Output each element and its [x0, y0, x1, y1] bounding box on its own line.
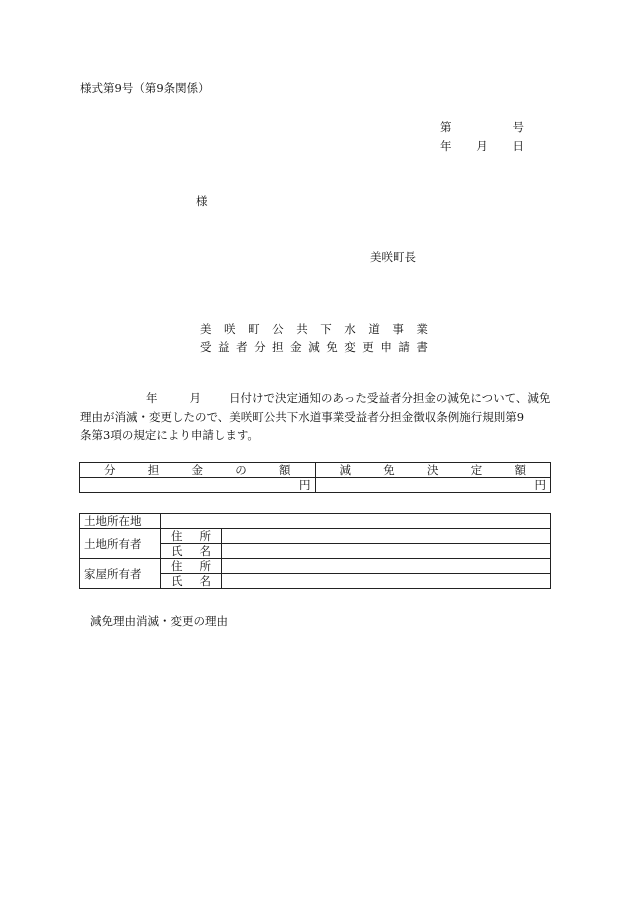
house-owner-label: 家屋所有者	[80, 559, 161, 589]
title-char: 担	[272, 340, 284, 354]
date-day: 日	[512, 139, 524, 153]
land-owner-label: 土地所有者	[80, 529, 161, 559]
title-char: 変	[344, 340, 356, 354]
body-line-1	[80, 389, 552, 408]
date-month: 月	[476, 139, 488, 153]
header-char: 減	[339, 463, 351, 477]
title-char: 下	[320, 322, 332, 336]
name-label	[161, 574, 222, 589]
header-char: の	[235, 463, 247, 477]
header-char: 額	[279, 463, 291, 477]
label-char: 所	[199, 529, 211, 543]
land-owner-address-row	[80, 529, 551, 544]
share-amount-field[interactable]	[80, 478, 316, 493]
name-label	[161, 544, 222, 559]
yen-unit: 円	[299, 478, 311, 492]
title-char: 公	[272, 322, 284, 336]
title-char: 共	[296, 322, 308, 336]
title-char: 免	[326, 340, 338, 354]
header-char: 決	[427, 463, 439, 477]
amount-table	[79, 462, 551, 493]
body-line-3: 条第3項の規定により申請します。	[80, 428, 259, 442]
title-char: 咲	[224, 322, 236, 336]
header-char: 額	[514, 463, 526, 477]
title-char: 道	[368, 322, 380, 336]
title-char: 美	[200, 322, 212, 336]
date-year: 年	[440, 139, 452, 153]
title-char: 金	[290, 340, 302, 354]
property-table	[79, 513, 551, 589]
land-location-label: 土地所在地	[80, 514, 161, 529]
title-char: 者	[236, 340, 248, 354]
label-char: 住	[171, 559, 183, 573]
document-number-line	[440, 119, 524, 135]
doc-no-suffix: 号	[512, 120, 524, 134]
title-char: 業	[416, 322, 428, 336]
body-line-2: 理由が消滅・変更したので、美咲町公共下水道事業受益者分担金徴収条例施行規則第9	[80, 409, 525, 424]
doc-no-prefix: 第	[440, 120, 452, 134]
title-char: 申	[380, 340, 392, 354]
body-month: 月	[189, 391, 201, 405]
title-char: 受	[200, 340, 212, 354]
title-char: 分	[254, 340, 266, 354]
label-char: 氏	[171, 544, 183, 558]
label-char: 所	[199, 559, 211, 573]
amount-table-header-row	[80, 463, 551, 478]
title-char: 減	[308, 340, 320, 354]
address-label	[161, 559, 222, 574]
reduction-amount-header	[315, 463, 551, 478]
label-char: 名	[199, 544, 211, 558]
land-location-field[interactable]	[161, 514, 551, 529]
address-label	[161, 529, 222, 544]
title-line-2	[200, 339, 428, 355]
title-char: 町	[248, 322, 260, 336]
title-line-1	[200, 321, 428, 337]
reduction-amount-field[interactable]	[315, 478, 551, 493]
house-owner-address-row	[80, 559, 551, 574]
amount-table-value-row	[80, 478, 551, 493]
house-owner-name-field[interactable]	[222, 574, 551, 589]
title-char: 水	[344, 322, 356, 336]
header-char: 分	[104, 463, 116, 477]
form-number: 様式第9号（第9条関係）	[80, 81, 210, 95]
header-char: 定	[470, 463, 483, 477]
reason-label: 減免理由消滅・変更の理由	[90, 614, 228, 628]
title-char: 書	[416, 340, 428, 354]
land-location-row	[80, 514, 551, 529]
title-char: 益	[218, 340, 230, 354]
label-char: 氏	[171, 574, 183, 588]
header-char: 担	[147, 463, 160, 477]
body-year: 年	[146, 391, 158, 405]
date-line	[440, 138, 524, 154]
title-char: 請	[398, 340, 410, 354]
title-char: 事	[392, 322, 404, 336]
application-body-text	[80, 389, 552, 445]
label-char: 住	[171, 529, 183, 543]
label-char: 名	[199, 574, 211, 588]
header-char: 金	[191, 463, 203, 477]
header-char: 免	[383, 463, 395, 477]
title-char: 更	[362, 340, 374, 354]
land-owner-address-field[interactable]	[222, 529, 551, 544]
share-amount-header	[80, 463, 316, 478]
house-owner-address-field[interactable]	[222, 559, 551, 574]
addressee-honorific: 様	[196, 194, 208, 208]
sender-name: 美咲町長	[370, 250, 416, 264]
land-owner-name-field[interactable]	[222, 544, 551, 559]
yen-unit: 円	[534, 478, 546, 492]
body-line-1-rest: 日付けで決定通知のあった受益者分担金の減免について、減免	[229, 391, 551, 405]
